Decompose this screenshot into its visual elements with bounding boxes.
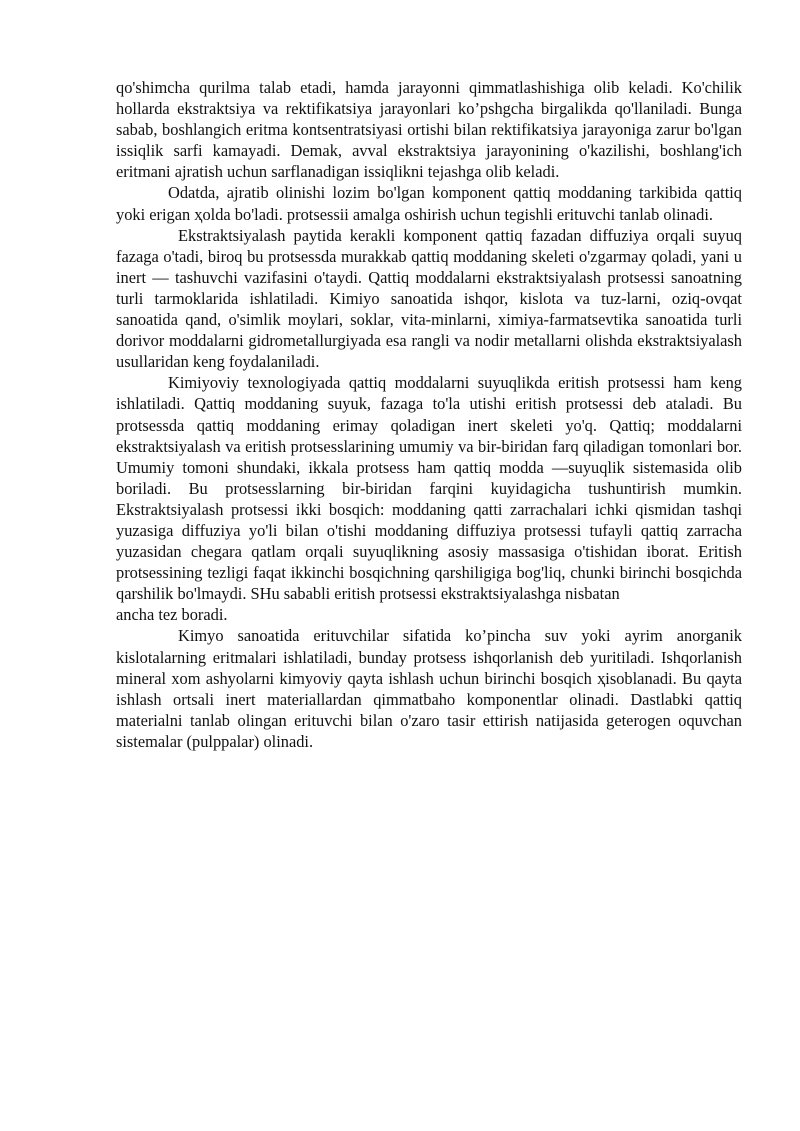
document-page — [116, 77, 742, 752]
paragraph-3: Ekstraktsiyalash paytida kerakli komponent qattiq fazadan diffuziya orqali suyuq fazaga o'tadi, biroq bu protsessda murakkab qattiq moddaning skeleti o'zgarmay qoladi, yani u inert — tashuvchi vazifasini o'taydi. Qattiq moddalarni ekstraktsiyalash protsessi sanoatning turli tarmoklarida ishlatiladi. Kimiyo sanoatida ishqor, kislota va tuz-larni, oziq-ovqat sanoatida qand, o'simlik moylari, soklar, vita-minlarni, ximiya-farmatsevtika sanoatida turli dorivor moddalarni gidrometallurgiyada esa rangli va nodir metallarni olishda ekstraktsiyalash usullaridan keng foydalaniladi. — [116, 225, 742, 372]
paragraph-2: Odatda, ajratib olinishi lozim bo'lgan komponent qattiq moddaning tarkibida qattiq yoki erigan ҳolda bo'ladi. protsessii amalga oshirish uchun tegishli erituvchi tanlab olinadi. — [116, 183, 742, 224]
paragraph-4 — [116, 372, 742, 625]
paragraph-1: qo'shimcha qurilma talab etadi, hamda jarayonni qimmatlashishiga olib keladi. Ko'chilik hollarda ekstraktsiya va rektifikatsiya jarayonlari ko’pshgcha birgalikda qo'llaniladi. Bunga sabab, boshlangich eritma kontsentratsiyasi ortishi bilan rektifikatsiya jarayoniga zarur bo'lgan issiqlik sarfi kamayadi. Demak, avval ekstraktsiya jarayonining o'kazilishi, boshlang'ich eritmani ajratish uchun sarflanadigan issiqlikni tejashga olib keladi. — [116, 78, 742, 182]
paragraph-4-body: Kimiyoviy texnologiyada qattiq moddalarni suyuqlikda eritish protsessi ham keng ishlatiladi. Qattiq moddaning suyuk, fazaga to'la utishi eritish protsessi deb ataladi. Bu protsessda qattiq moddaning erimay qoladigan inert skeleti yo'q. Qattiq; moddalarni ekstraktsiyalash va eritish protsesslarining umumiy va bir-biridan farq qiladigan tomonlari bor. Umumiy tomoni shundaki, ikkala protsess ham qattiq modda —suyuqlik sistemasida olib boriladi. Bu protsesslarning bir-biridan farqini kuyidagicha tushuntirish mumkin. Ekstraktsiyalash protsessi ikki bosqich: moddaning qatti zarrachalari ichki qismidan tashqi yuzasiga diffuziya yo'li bilan o'tishi moddaning diffuziya protsessi tufayli qattiq zarracha yuzasidan chegara qatlam orqali suyuqlikning asosiy massasiga o'tishidan iborat. Eritish protsessining tezligi faqat ikkinchi bosqichning qarshiligiga bog'liq, chunki birinchi bosqichda qarshilik bo'lmaydi. SHu sababli eritish protsessi ekstraktsiyalashga nisbatan — [116, 373, 742, 604]
paragraph-4-tail: ancha tez boradi. — [116, 605, 228, 625]
paragraph-5: Kimyo sanoatida erituvchilar sifatida ko’pincha suv yoki ayrim anorganik kislotalarning eritmalari ishlatiladi, bunday protsess ishqorlanish deb yuritiladi. Ishqorlanish mineral xom ashyolarni kimyoviy qayta ishlash uchun birinchi bosqich ҳisoblanadi. Bu qayta ishlash ortsali inert materiallardan qimmatbaho komponentlar olinadi. Dastlabki qattiq materialni tanlab olingan erituvchi bilan o'zaro tasir ettirish natijasida geterogen oquvchan sistemalar (pulppalar) olinadi. — [116, 626, 742, 751]
